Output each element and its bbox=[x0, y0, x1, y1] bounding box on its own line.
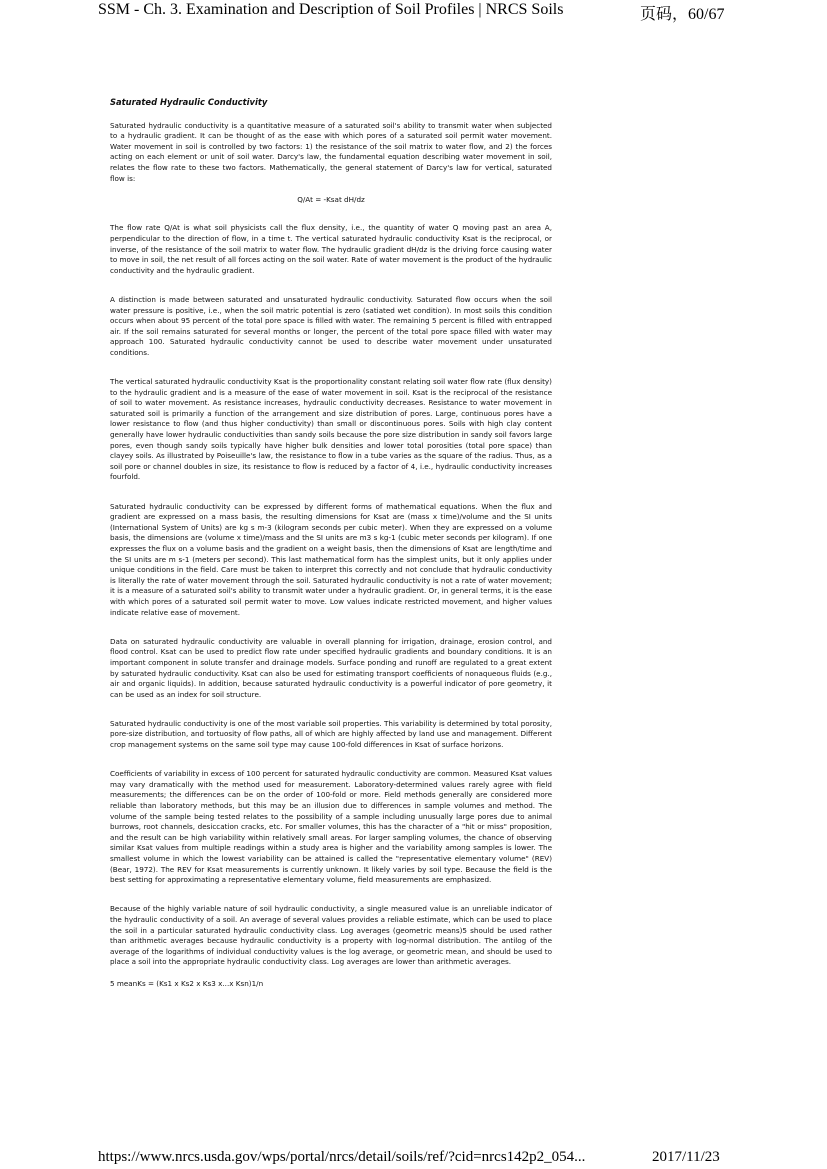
source-url: https://www.nrcs.usda.gov/wps/portal/nrcs/detail/soils/ref/?cid=nrcs142p2_054... bbox=[98, 1149, 586, 1165]
paragraph-variability: Saturated hydraulic conductivity is one of the most variable soil properties. This variability is determined by total porosity, pore-size distribution, and tortuosity of flow paths, all of which are highly affected by land use and management. Different crop management systems on the same soil type may cause 100-fold differences in Ksat of surface horizons. bbox=[110, 718, 552, 750]
paragraph-intro: Saturated hydraulic conductivity is a quantitative measure of a saturated soil's ability to transmit water when subjected to a hydraulic gradient. It can be thought of as the ease with which pores of a saturated soil permit water movement. Water movement in soil is controlled by two factors: 1) the resistance of the soil matrix to water flow, and 2) the forces acting on each element or unit of soil water. Darcy's law, the fundamental equation describing water movement in soil, relates the flow rate to these two factors. Mathematically, the general statement of Darcy's law for vertical, saturated flow is: bbox=[110, 120, 552, 183]
document-title: SSM - Ch. 3. Examination and Description of Soil Profiles | NRCS Soils bbox=[98, 1, 564, 18]
paragraph-log-averages: Because of the highly variable nature of soil hydraulic conductivity, a single measured value is an unreliable indicator of the hydraulic conductivity of a soil. An average of several values provides a reliable estimate, which can be used to place the soil in a particular saturated hydraulic conductivity class. Log averages (geometric means)5 should be used rather than arithmetic averages because hydraulic conductivity is a property with log-normal distribution. The antilog of the average of the logarithms of individual conductivity values is the log average, or geometric mean, and should be used to place a soil into the appropriate hydraulic conductivity class. Log averages are lower than arithmetic averages. bbox=[110, 904, 552, 967]
paragraph-saturated-unsaturated: A distinction is made between saturated and unsaturated hydraulic conductivity. Saturated flow occurs when the soil water pressure is positive, i.e., when the soil matric potential is zero (satiated wet condition). In most soils this condition occurs when about 95 percent of the total pore space is filled with water. The remaining 5 percent is filled with entrapped air. If the soil remains saturated for several months or longer, the percent of the total pore space filled with water may approach 100. Saturated hydraulic conductivity cannot be used to describe water movement under unsaturated conditions. bbox=[110, 294, 552, 357]
section-title: Saturated Hydraulic Conductivity bbox=[110, 97, 268, 107]
paragraph-coefficients: Coefficients of variability in excess of 100 percent for saturated hydraulic conductivity are common. Measured Ksat values may vary dramatically with the method used for measurement. Laboratory-determined values rarely agree with field measurements; the differences can be on the order of 100-fold or more. Field methods generally are considered more reliable than laboratory methods, but this may be an illusion due to differences in sample volumes and method. The volume of the sample being tested relates to the possibility of a sample including unusually large pores due to animal burrows, root channels, desiccation cracks, etc. For smaller volumes, this has the character of a "hit or miss" proposition, and the result can be high variability within relatively small areas. For larger sampling volumes, the chance of observing similar Ksat values from multiple readings within a study area is higher and the variability among samples is lower. The smallest volume in which the lowest variability can be attained is called the "representative elementary volume" (REV) (Bear, 1972). The REV for Ksat measurements is currently unknown. It likely varies by soil type. Because the field is the best setting for approximating a representative elementary volume, field measurements are emphasized. bbox=[110, 769, 552, 885]
page-number: 页码，60/67 bbox=[640, 6, 725, 23]
document-body bbox=[110, 97, 552, 989]
paragraph-applications: Data on saturated hydraulic conductivity are valuable in overall planning for irrigation, drainage, erosion control, and flood control. Ksat can be used to predict flow rate under specified hydraulic gradients and boundary conditions. It is an important component in solute transfer and drainage models. Surface ponding and runoff are regulated to a great extent by saturated hydraulic conductivity. Ksat can also be used for estimating transport coefficients of nonaqueous fluids (e.g., air and organic liquids). In addition, because saturated hydraulic conductivity is a powerful indicator of pore geometry, it can be used as an index for soil structure. bbox=[110, 636, 552, 699]
darcy-equation: Q/At = -Ksat dH/dz bbox=[297, 194, 365, 204]
print-date: 2017/11/23 bbox=[652, 1149, 720, 1165]
page-header bbox=[0, 0, 827, 22]
paragraph-flow-rate: The flow rate Q/At is what soil physicists call the flux density, i.e., the quantity of water Q moving past an area A, perpendicular to the direction of flow, in a time t. The vertical saturated hydraulic conductivity Ksat is the reciprocal, or inverse, of the resistance of the soil matrix to water flow. The hydraulic gradient dH/dz is the driving force causing water to move in soil, the net result of all forces acting on the soil water. Rate of water movement is the product of the hydraulic conductivity and the hydraulic gradient. bbox=[110, 223, 552, 275]
footnote: 5 meanKs = (Ks1 x Ks2 x Ks3 x...x Ksn)1/n bbox=[110, 978, 264, 988]
paragraph-units: Saturated hydraulic conductivity can be expressed by different forms of mathematical equations. When the flux and gradient are expressed on a mass basis, the resulting dimensions for Ksat are (mass x time)/volume and the SI units (International System of Units) are kg s m-3 (kilogram seconds per cubic meter). When they are expressed on a volume basis, the dimensions are (volume x time)/mass and the SI units are m3 s kg-1 (cubic meter seconds per kilogram). If one expresses the flux on a volume basis and the gradient on a weight basis, then the dimensions of Ksat are length/time and the SI units are m s-1 (meters per second). This last mathematical form has the simplest units, but it only applies under unique conditions in the field. Care must be taken to interpret this correctly and not conclude that hydraulic conductivity is literally the rate of water movement through the soil. Saturated hydraulic conductivity is not a rate of water movement; it is a measure of a saturated soil's ability to transmit water under a hydraulic gradient. Or, in general terms, it is the ease with which pores of a saturated soil permit water to move. Low values indicate restricted movement, and higher values indicate relative ease of movement. bbox=[110, 501, 552, 617]
page-footer bbox=[0, 1149, 827, 1169]
paragraph-ksat-definition: The vertical saturated hydraulic conductivity Ksat is the proportionality constant relating soil water flow rate (flux density) to the hydraulic gradient and is a measure of the ease of water movement in soil. Ksat is the reciprocal of the resistance of soil to water movement. As resistance increases, hydraulic conductivity decreases. Resistance to water movement in saturated soil is primarily a function of the arrangement and size distribution of pores. Large, continuous pores have a lower resistance to flow (and thus higher conductivity) than small or discontinuous pores. Soils with high clay content generally have lower hydraulic conductivities than sandy soils because the pore size distribution in sandy soil favors large pores, even though sandy soils typically have higher bulk densities and lower total porosities (total pore space) than clayey soils. As illustrated by Poiseuille's law, the resistance to flow in a tube varies as the square of the radius. Thus, as a soil pore or channel doubles in size, its resistance to flow is reduced by a factor of 4, i.e., hydraulic conductivity increases fourfold. bbox=[110, 377, 552, 482]
